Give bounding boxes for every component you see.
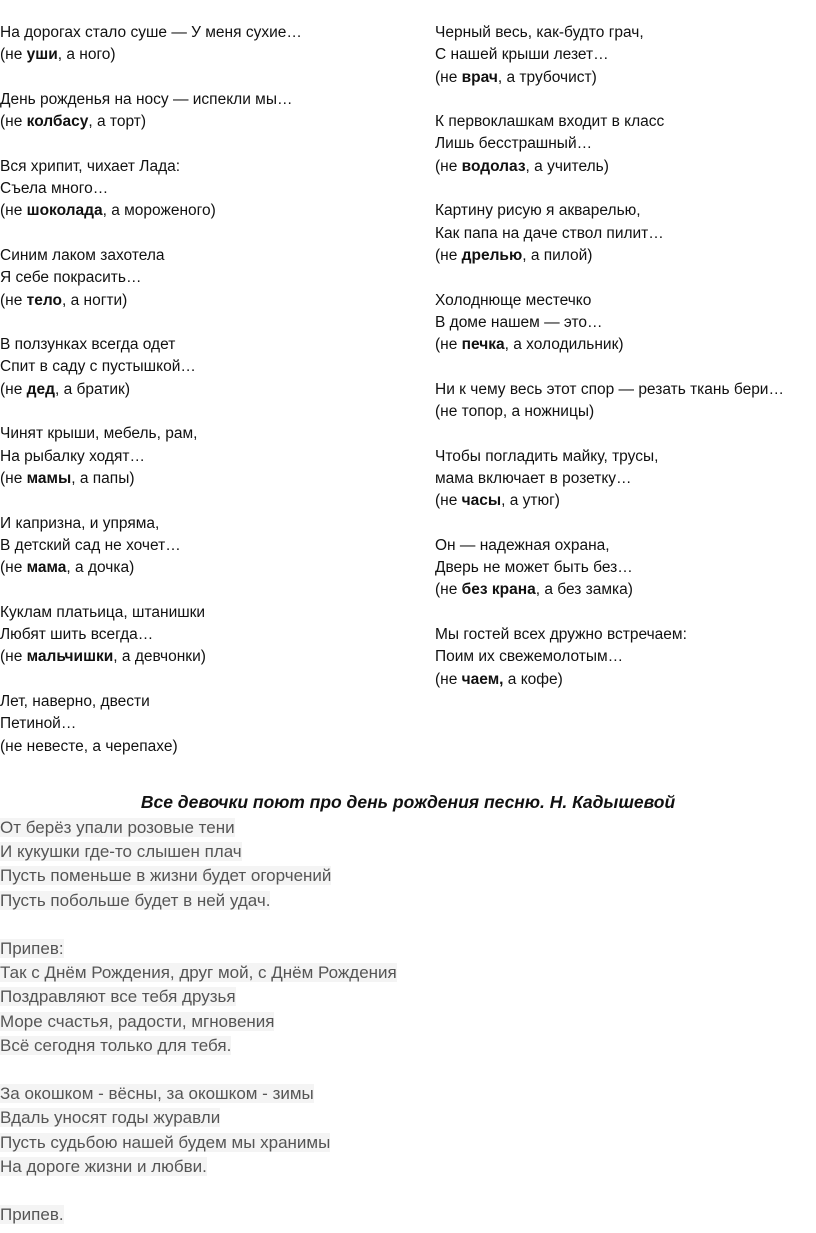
riddle-answer-line [0,736,410,758]
wrong-answer-word: дрелью [461,246,523,264]
riddle-stanza [435,200,815,267]
answer-suffix: , а братик) [54,380,130,398]
riddle-answer-line [0,379,410,401]
riddle-answer-line [0,557,410,579]
riddle-answer-line [0,290,410,312]
wrong-answer-word: мальчишки [26,648,114,666]
riddle-answer-line [435,334,815,356]
song-line [0,937,816,961]
answer-suffix: , а ногти) [61,291,128,309]
riddle-stanza [0,334,410,401]
song-line [0,1203,816,1227]
riddle-stanza [435,22,815,89]
song-line-text: Всё сегодня только для тебя. [0,1035,232,1055]
riddle-line: Черный весь, как-будто грач, [435,24,644,41]
riddle-line: С нашей крыши лезет… [435,46,609,64]
song-line [0,961,816,985]
song-line [0,816,816,840]
wrong-answer-word: печка [461,336,505,354]
riddle-stanza [0,513,410,580]
answer-suffix: , а ного) [57,46,116,64]
answer-suffix: , а пилой) [522,246,593,264]
answer-suffix: , а учитель) [525,157,609,175]
riddle-answer-line [435,401,815,423]
wrong-answer-word: без крана [461,581,536,599]
stanza-gap [0,1179,816,1203]
riddle-line: Поим их свежемолотым… [435,648,624,666]
answer-prefix: (не топор, а ножницы) [435,403,595,421]
riddle-stanza [435,111,815,178]
riddle-stanza [435,624,815,691]
riddle-line: День рожденья на носу — испекли мы… [0,90,293,108]
answer-prefix: (не [435,157,462,175]
song-line [0,1082,816,1106]
song-line-text: На дороге жизни и любви. [0,1156,207,1176]
wrong-answer-word: мамы [26,469,72,487]
song-line [0,1010,816,1034]
riddle-answer-line [0,111,410,133]
riddle-stanza [0,89,410,134]
riddle-answer-line [435,579,815,601]
answer-prefix: (не [0,469,27,487]
riddle-line: Чтобы погладить майку, трусы, [435,447,659,465]
riddle-answer-line [0,44,410,66]
wrong-answer-word: часы [461,492,502,510]
song-line [0,1155,816,1179]
riddle-stanza [435,290,815,357]
wrong-answer-word: врач [461,68,498,86]
song-line-text: Пусть судьбою нашей будем мы хранимы [0,1132,331,1152]
answer-suffix: , а девчонки) [113,648,206,666]
riddle-line: Лет, наверно, двести [0,692,150,710]
riddle-line: Ни к чему весь этот спор — резать ткань бери… [435,380,784,398]
answer-prefix: (не [0,559,27,577]
riddle-line: Спит в саду с пустышкой… [0,358,196,376]
answer-suffix: , а дочка) [66,559,135,577]
song-line [0,889,816,913]
answer-suffix: а кофе) [503,670,563,688]
riddle-stanza [0,156,410,223]
song-line [0,864,816,888]
riddle-line: Вся хрипит, чихает Лада: [0,157,181,175]
riddle-line: Он — надежная охрана, [435,536,610,554]
riddle-line: Любят шить всегда… [0,626,154,644]
answer-suffix: , а утюг) [501,492,560,510]
stanza-gap [0,1058,816,1082]
riddle-line: В доме нашем — это… [435,313,603,331]
riddle-stanza [0,245,410,312]
song-line [0,1106,816,1130]
answer-prefix: (не невесте, а черепахе) [0,737,178,755]
answer-prefix: (не [435,336,462,354]
wrong-answer-word: мама [26,559,67,577]
song-line-text: Пусть побольше будет в ней удач. [0,890,271,910]
song-line-text: Припев. [0,1205,64,1225]
song-line-text: И кукушки где-то слышен плач [0,842,242,862]
answer-prefix: (не [0,380,27,398]
riddles-left-column [0,22,410,780]
riddle-stanza [0,423,410,490]
song-line-text: Поздравляют все тебя друзья [0,987,236,1007]
riddles-right-column [435,22,815,713]
answer-prefix: (не [0,648,27,666]
answer-prefix: (не [0,46,27,64]
riddle-line: Съела много… [0,180,109,198]
riddle-stanza [0,691,410,758]
answer-suffix: , а холодильник) [504,336,624,354]
answer-prefix: (не [435,670,462,688]
answer-prefix: (не [0,113,27,131]
riddle-stanza [435,379,815,424]
riddle-line: Синим лаком захотела [0,246,165,264]
song-line-text: Припев: [0,939,64,958]
riddle-line: К первоклашкам входит в класс [435,113,665,131]
answer-prefix: (не [0,291,27,309]
riddle-stanza [435,446,815,513]
riddle-answer-line [435,669,815,691]
riddle-answer-line [0,646,410,668]
stanza-gap [0,913,816,937]
riddle-stanza [435,535,815,602]
riddle-stanza [0,22,410,67]
riddle-line: Петиной… [0,715,77,733]
riddle-line: На рыбалку ходят… [0,447,145,465]
riddle-answer-line [435,245,815,267]
riddle-answer-line [0,468,410,490]
riddle-line: Холоднюще местечко [435,291,592,309]
wrong-answer-word: чаем, [461,670,504,688]
song-line-text: Пусть поменьше в жизни будет огорчений [0,866,332,886]
wrong-answer-word: колбасу [26,113,89,131]
song-line [0,840,816,864]
song-line [0,1034,816,1058]
song-line-text: Так с Днём Рождения, друг мой, с Днём Рождения [0,963,397,983]
riddle-line: Чинят крыши, мебель, рам, [0,425,198,443]
answer-suffix: , а без замка) [535,581,633,599]
song-line-text: От берёз упали розовые тени [0,818,235,837]
riddle-line: Как папа на даче ствол пилит… [435,224,664,242]
song-line-text: Море счастья, радости, мгновения [0,1011,275,1031]
riddle-line: В детский сад не хочет… [0,536,181,554]
riddle-line: И капризна, и упряма, [0,514,160,532]
answer-suffix: , а папы) [71,469,135,487]
riddle-line: В ползунках всегда одет [0,336,176,354]
riddle-line: Я себе покрасить… [0,269,142,287]
answer-prefix: (не [435,68,462,86]
song-line [0,985,816,1009]
riddle-line: Куклам платьица, штанишки [0,603,206,621]
song-line [0,1131,816,1155]
answer-prefix: (не [435,246,462,264]
wrong-answer-word: тело [26,291,62,309]
song-title: Все девочки поют про день рождения песню. Н. Кадышевой [140,792,676,812]
riddle-line: Картину рисую я акварелью, [435,202,641,220]
song-lyrics [0,816,816,1227]
answer-prefix: (не [435,492,462,510]
riddle-line: Мы гостей всех дружно встречаем: [435,626,687,644]
wrong-answer-word: уши [26,46,58,64]
riddle-line: мама включает в розетку… [435,469,632,487]
riddle-stanza [0,602,410,669]
song-line-text: Вдаль уносят годы журавли [0,1108,221,1128]
riddle-answer-line [435,490,815,512]
riddle-answer-line [0,200,410,222]
riddle-answer-line [435,156,815,178]
riddle-line: На дорогах стало суше — У меня сухие… [0,24,302,41]
answer-prefix: (не [0,202,27,220]
answer-suffix: , а торт) [88,113,147,131]
song-line-text: За окошком - вёсны, за окошком - зимы [0,1084,314,1104]
wrong-answer-word: дед [26,380,55,398]
answer-prefix: (не [435,581,462,599]
answer-suffix: , а трубочист) [497,68,597,86]
answer-suffix: , а мороженого) [102,202,216,220]
riddle-line: Дверь не может быть без… [435,559,633,577]
wrong-answer-word: водолаз [461,157,526,175]
wrong-answer-word: шоколада [26,202,103,220]
riddle-answer-line [435,67,815,89]
riddle-line: Лишь бесстрашный… [435,135,593,153]
